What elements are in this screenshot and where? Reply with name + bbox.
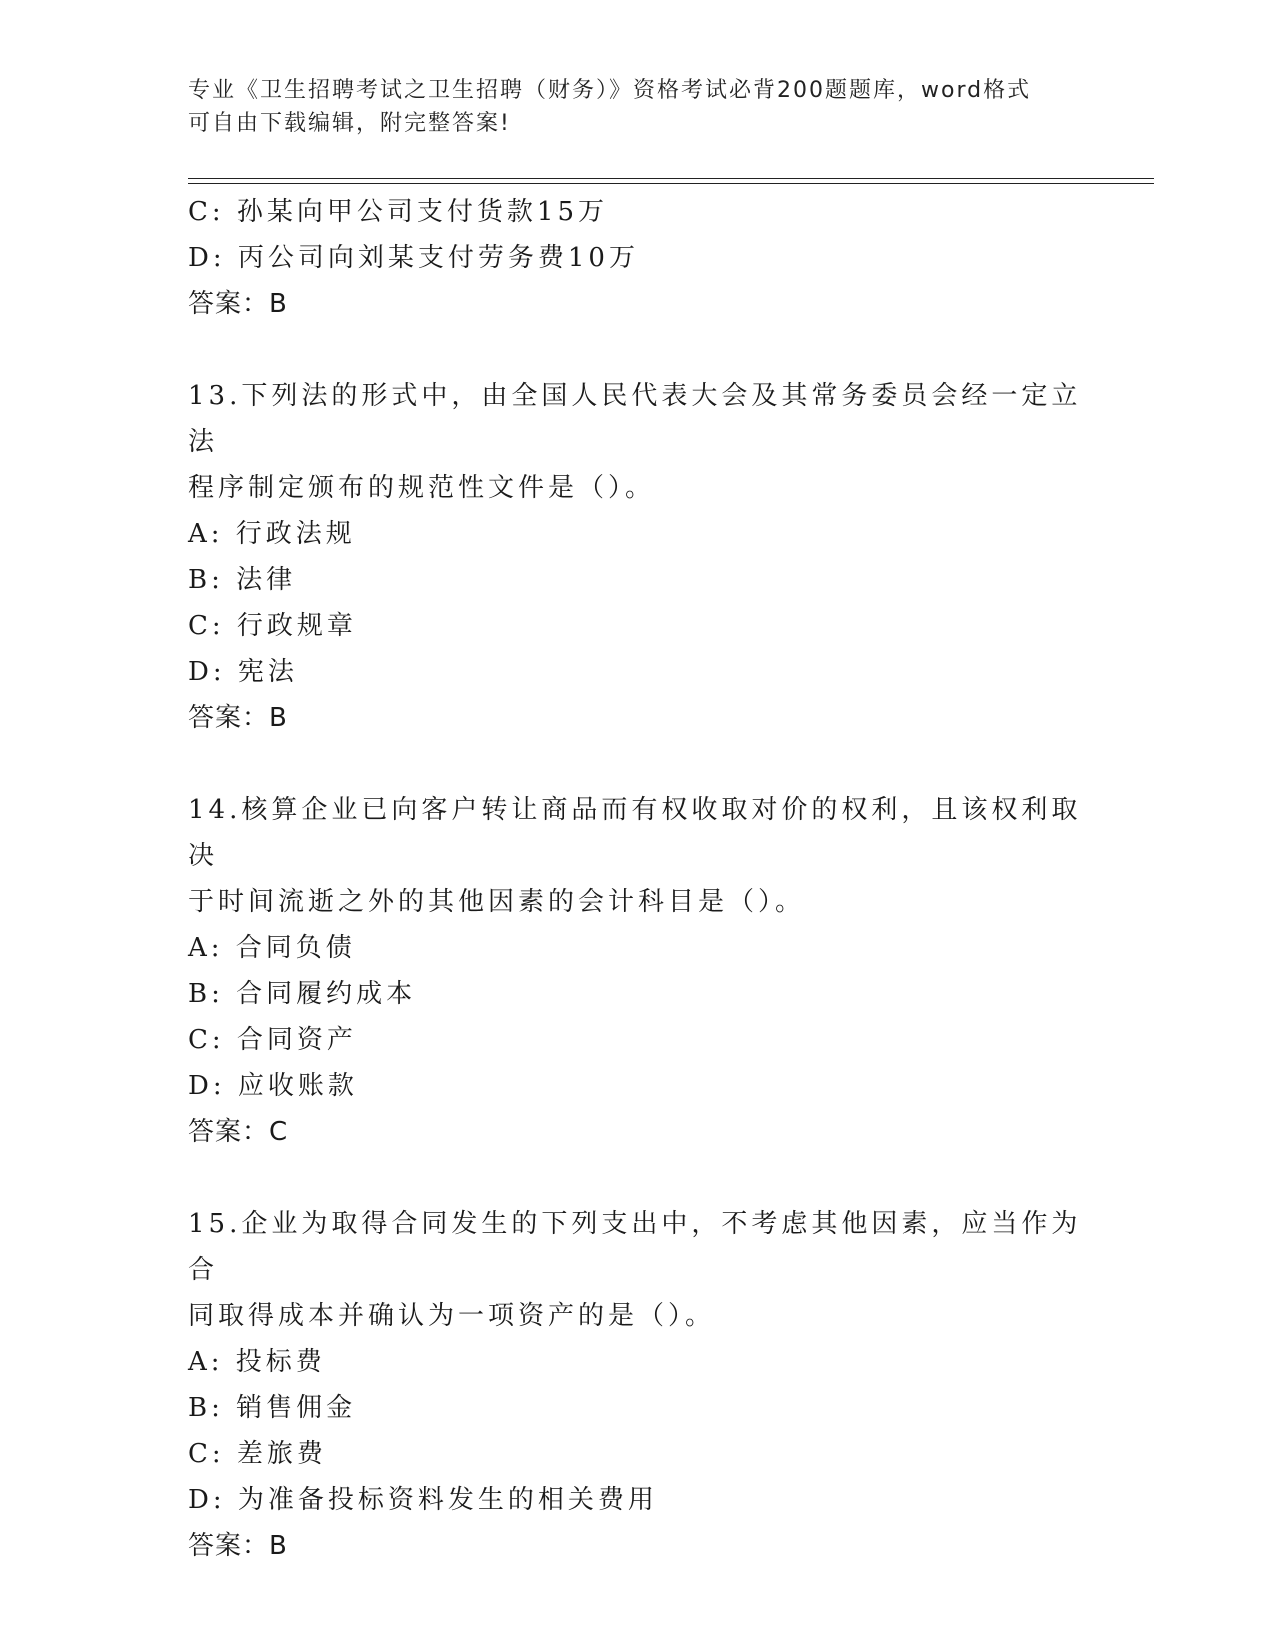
- header-divider-top: [188, 178, 1154, 179]
- option-d: D: 丙公司向刘某支付劳务费10万: [188, 243, 639, 273]
- header-divider-bottom: [188, 183, 1154, 184]
- answer-line: 答案：B: [188, 703, 288, 733]
- answer-line: 答案：B: [188, 289, 288, 319]
- question-stem-line-2: 于时间流逝之外的其他因素的会计科目是（）。: [188, 887, 806, 917]
- answer-line: 答案：C: [188, 1117, 289, 1147]
- option-a: A: 投标费: [188, 1347, 326, 1377]
- question-stem-line-2: 同取得成本并确认为一项资产的是（）。: [188, 1301, 716, 1331]
- option-b: B: 销售佣金: [188, 1393, 357, 1423]
- question-stem-line-1: 14.核算企业已向客户转让商品而有权收取对价的权利，且该权利取决: [188, 795, 1082, 871]
- header-line-1: 专业《卫生招聘考试之卫生招聘（财务）》资格考试必背200题题库，word格式: [188, 78, 1032, 103]
- option-a: A: 合同负债: [188, 933, 356, 963]
- header-line-2: 可自由下载编辑，附完整答案!: [188, 111, 511, 136]
- option-c: C: 孙某向甲公司支付货款15万: [188, 197, 609, 227]
- question-stem-line-1: 13.下列法的形式中，由全国人民代表大会及其常务委员会经一定立法: [188, 381, 1082, 457]
- question-block-13: [188, 373, 1088, 741]
- question-block-14: [188, 787, 1088, 1155]
- option-c: C: 差旅费: [188, 1439, 327, 1469]
- question-block-15: [188, 1201, 1088, 1569]
- option-a: A: 行政法规: [188, 519, 356, 549]
- document-header: [188, 74, 1088, 140]
- option-d: D: 应收账款: [188, 1071, 358, 1101]
- option-b: B: 法律: [188, 565, 297, 595]
- option-c: C: 合同资产: [188, 1025, 357, 1055]
- answer-line: 答案：B: [188, 1531, 288, 1561]
- option-b: B: 合同履约成本: [188, 979, 417, 1009]
- question-content: [188, 189, 1088, 1615]
- option-c: C: 行政规章: [188, 611, 357, 641]
- question-stem-line-1: 15.企业为取得合同发生的下列支出中，不考虑其他因素，应当作为合: [188, 1209, 1082, 1285]
- question-stem-line-2: 程序制定颁布的规范性文件是（）。: [188, 473, 656, 503]
- question-block-12: [188, 189, 1088, 327]
- option-d: D: 为准备投标资料发生的相关费用: [188, 1485, 658, 1515]
- option-d: D: 宪法: [188, 657, 298, 687]
